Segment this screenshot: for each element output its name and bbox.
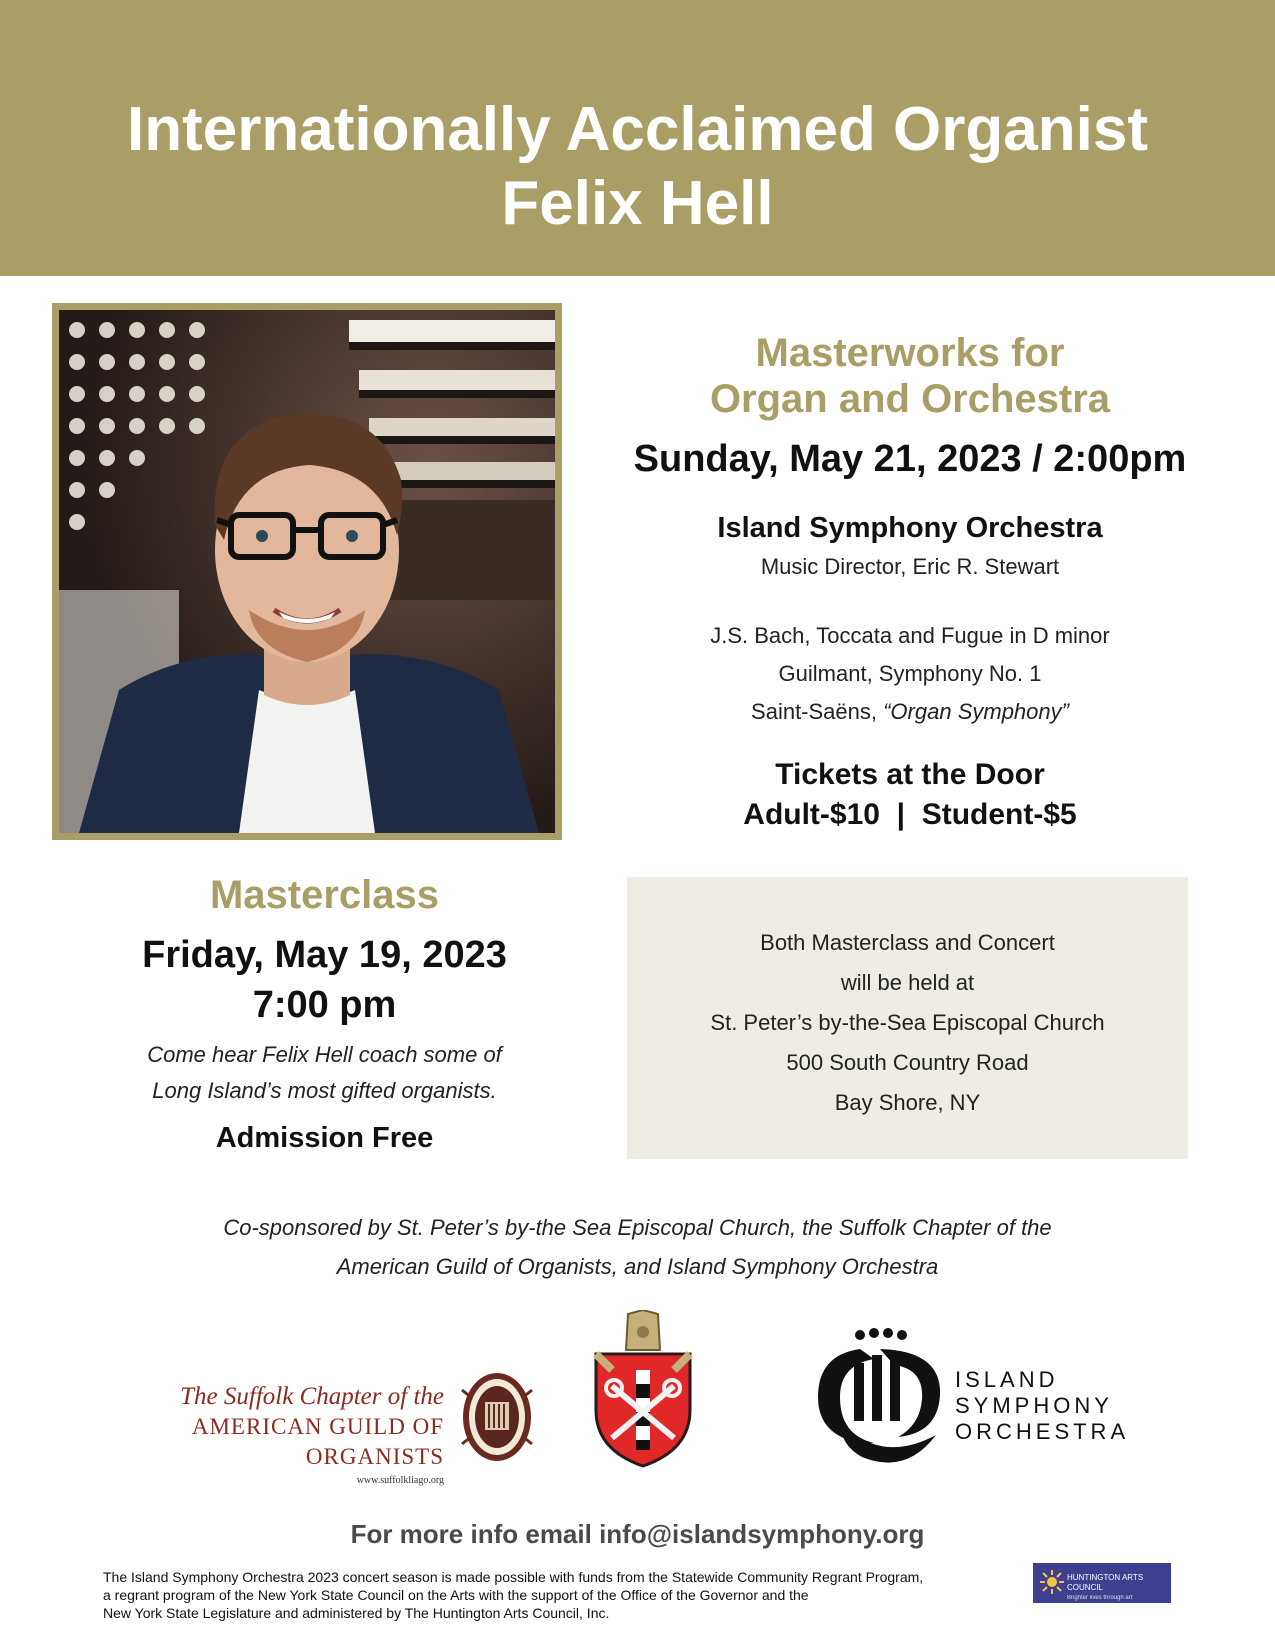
program-item: Guilmant, Symphony No. 1 [778,661,1042,686]
masterclass-desc-line1: Come hear Felix Hell coach some of [147,1042,502,1067]
hac-tagline: Brighter lives through art [1067,1595,1133,1601]
organist-photo-frame [52,303,562,840]
diocese-coat-of-arms-icon [588,1310,698,1470]
masterclass-title: Masterclass [209,873,440,917]
iso-emblem-icon [810,1325,950,1465]
banner-title-line1: Internationally Acclaimed Organist [127,95,1148,164]
venue-line: will be held at [840,970,975,995]
title-banner [0,0,1275,276]
credit-line1: The Island Symphony Orchestra 2023 concert season is made possible with funds from the Statewide Community Regrant Program, [103,1569,924,1585]
concert-title [610,330,1210,422]
credit-line2: a regrant program of the New York State Council on the Arts with the support of the Office of the Governor and the [103,1587,809,1603]
program-item: Saint-Saëns, “Organ Symphony” [751,699,1069,724]
masterclass-date: Friday, May 19, 2023 [142,934,507,976]
masterclass-datetime [52,930,597,1030]
venue-line: 500 South Country Road [786,1050,1029,1075]
agoa-seal-icon [458,1370,536,1465]
concert-title-line2: Organ and Orchestra [709,377,1111,421]
organist-photo [59,310,555,833]
ticket-prices: Adult-$10 | Student-$5 [743,798,1077,831]
venue-box [627,877,1188,1159]
iso-logo-line1: ISLAND [955,1367,1059,1392]
masterclass-admission: Admission Free [215,1122,434,1154]
more-info-email: For more info email info@islandsymphony.org [350,1519,925,1549]
sun-icon [1039,1569,1065,1595]
venue-line: Both Masterclass and Concert [760,930,1055,955]
agoa-logo-line1: The Suffolk Chapter of the [180,1383,444,1410]
ticket-info [610,755,1210,835]
iso-logo-line3: ORCHESTRA [955,1419,1130,1444]
cosponsor-line1: Co-sponsored by St. Peter’s by-the Sea Episcopal Church, the Suffolk Chapter of the [223,1215,1052,1240]
funding-credit [103,1568,1033,1622]
cosponsor-line2: American Guild of Organists, and Island Symphony Orchestra [336,1254,939,1279]
program-list [610,617,1210,731]
venue-line: St. Peter’s by-the-Sea Episcopal Church [710,1010,1105,1035]
agoa-logo-line2: AMERICAN GUILD OF ORGANISTS [191,1414,444,1469]
masterclass-description [52,1037,597,1109]
banner-title-line2: Felix Hell [501,169,774,238]
diocese-shield-logo [588,1310,698,1470]
credit-line3: New York State Legislature and administered by The Huntington Arts Council, Inc. [103,1605,610,1621]
agoa-logo-url: www.suffolkliago.org [356,1475,444,1486]
concert-date: Sunday, May 21, 2023 / 2:00pm [633,438,1187,480]
masterclass-time: 7:00 pm [252,984,397,1026]
agoa-suffolk-logo [66,1370,536,1486]
island-symphony-orchestra-logo [810,1325,1130,1465]
concert-title-line1: Masterworks for [755,331,1065,375]
cosponsor-note [100,1208,1175,1286]
music-director: Music Director, Eric R. Stewart [760,554,1060,579]
program-item: J.S. Bach, Toccata and Fugue in D minor [710,623,1110,648]
venue-line: Bay Shore, NY [834,1090,981,1115]
iso-logo-line2: SYMPHONY [955,1393,1113,1418]
masterclass-desc-line2: Long Island’s most gifted organists. [152,1078,497,1103]
orchestra-name: Island Symphony Orchestra [717,512,1103,544]
tickets-heading: Tickets at the Door [775,758,1045,791]
organist-portrait-illustration [59,310,555,833]
hac-name: HUNTINGTON ARTS COUNCIL [1067,1573,1144,1592]
huntington-arts-council-logo [1033,1563,1171,1603]
